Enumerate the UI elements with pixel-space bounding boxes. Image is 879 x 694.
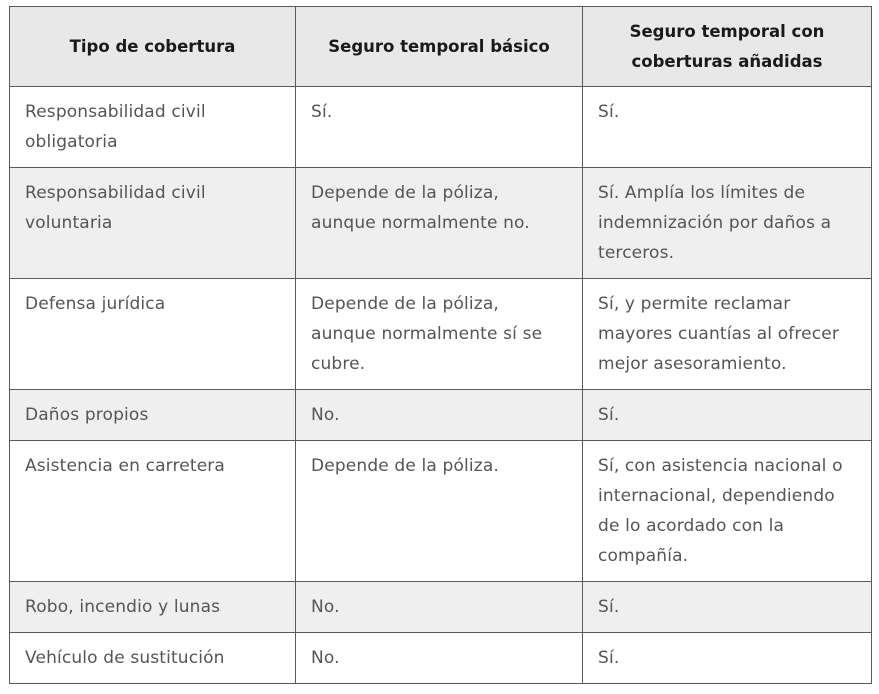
table-row bbox=[10, 633, 872, 684]
coverage-type-cell: Responsabilidad civil voluntaria bbox=[10, 168, 296, 279]
table-row bbox=[10, 390, 872, 441]
coverage-type-cell: Responsabilidad civil obligatoria bbox=[10, 87, 296, 168]
table-row bbox=[10, 87, 872, 168]
coverage-type-cell: Defensa jurídica bbox=[10, 279, 296, 390]
coverage-type-cell: Daños propios bbox=[10, 390, 296, 441]
extended-insurance-cell: Sí. bbox=[583, 633, 872, 684]
extended-insurance-cell: Sí. bbox=[583, 390, 872, 441]
basic-insurance-cell: Depende de la póliza, aunque normalmente no. bbox=[296, 168, 583, 279]
coverage-type-cell: Vehículo de sustitución bbox=[10, 633, 296, 684]
extended-insurance-cell: Sí. Amplía los límites de indemnización por daños a terceros. bbox=[583, 168, 872, 279]
header-coverage-type: Tipo de cobertura bbox=[10, 7, 296, 87]
header-basic-insurance: Seguro temporal básico bbox=[296, 7, 583, 87]
coverage-comparison-table bbox=[9, 6, 872, 684]
basic-insurance-cell: No. bbox=[296, 582, 583, 633]
table-row bbox=[10, 168, 872, 279]
extended-insurance-cell: Sí. bbox=[583, 582, 872, 633]
table-header-row bbox=[10, 7, 872, 87]
table-row bbox=[10, 441, 872, 582]
header-extended-insurance: Seguro temporal con coberturas añadidas bbox=[583, 7, 872, 87]
extended-insurance-cell: Sí, y permite reclamar mayores cuantías al ofrecer mejor asesoramiento. bbox=[583, 279, 872, 390]
extended-insurance-cell: Sí, con asistencia nacional o internacional, dependiendo de lo acordado con la compañía. bbox=[583, 441, 872, 582]
table-row bbox=[10, 582, 872, 633]
coverage-type-cell: Robo, incendio y lunas bbox=[10, 582, 296, 633]
basic-insurance-cell: Sí. bbox=[296, 87, 583, 168]
basic-insurance-cell: Depende de la póliza, aunque normalmente sí se cubre. bbox=[296, 279, 583, 390]
table-row bbox=[10, 279, 872, 390]
basic-insurance-cell: Depende de la póliza. bbox=[296, 441, 583, 582]
coverage-type-cell: Asistencia en carretera bbox=[10, 441, 296, 582]
basic-insurance-cell: No. bbox=[296, 390, 583, 441]
extended-insurance-cell: Sí. bbox=[583, 87, 872, 168]
basic-insurance-cell: No. bbox=[296, 633, 583, 684]
